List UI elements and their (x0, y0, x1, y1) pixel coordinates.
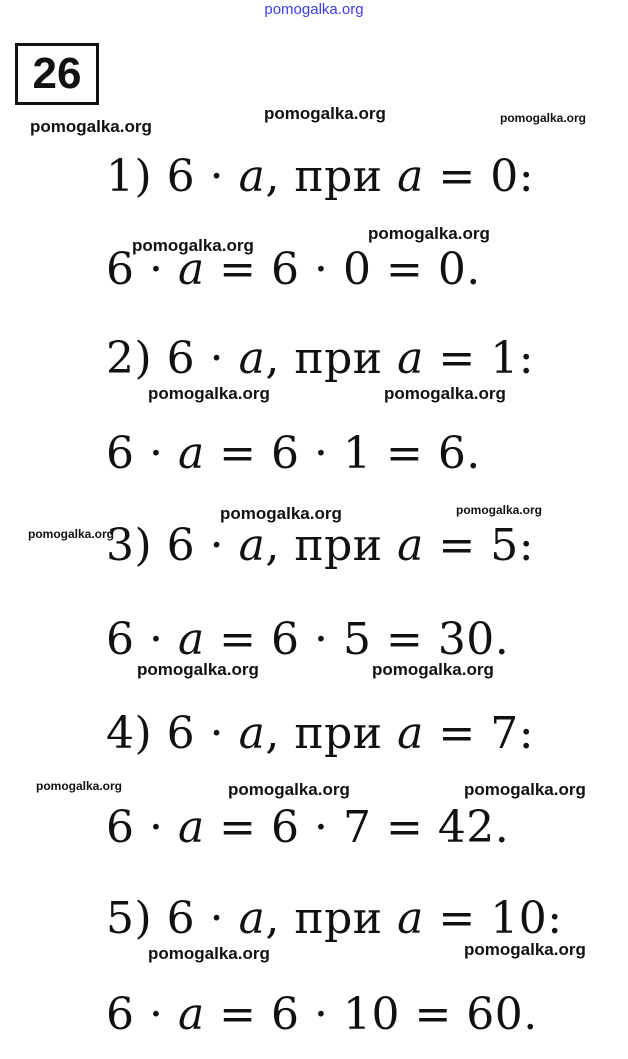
item-1-result: 6 · a = 6 · 0 = 0. (106, 244, 481, 295)
watermark: pomogalka.org (500, 111, 587, 125)
item-2-condition: 2) 6 · a, при a = 1: (106, 333, 535, 384)
task-number-box (15, 43, 99, 105)
watermark: pomogalka.org (264, 104, 386, 123)
watermark: pomogalka.org (30, 117, 152, 136)
item-3-condition: 3) 6 · a, при a = 5: (106, 520, 535, 571)
watermark: pomogalka.org (148, 384, 270, 403)
watermark-top: pomogalka.org (264, 1, 364, 18)
item-1-condition: 1) 6 · a, при a = 0: (106, 151, 535, 202)
watermark: pomogalka.org (220, 504, 342, 523)
watermark: pomogalka.org (384, 384, 506, 403)
item-4-condition: 4) 6 · a, при a = 7: (106, 708, 535, 759)
watermark: pomogalka.org (368, 224, 490, 243)
watermark: pomogalka.org (464, 940, 586, 959)
item-4-result: 6 · a = 6 · 7 = 42. (106, 802, 510, 853)
item-2-result: 6 · a = 6 · 1 = 6. (106, 428, 481, 479)
watermark: pomogalka.org (228, 780, 350, 799)
item-5-result: 6 · a = 6 · 10 = 60. (106, 989, 538, 1040)
item-5-condition: 5) 6 · a, при a = 10: (106, 893, 563, 944)
watermark: pomogalka.org (148, 944, 270, 963)
task-number: 26 (32, 49, 82, 98)
watermark: pomogalka.org (132, 236, 254, 255)
watermark: pomogalka.org (36, 779, 123, 793)
watermark: pomogalka.org (137, 660, 259, 679)
watermark: pomogalka.org (456, 503, 543, 517)
watermark: pomogalka.org (372, 660, 494, 679)
watermark: pomogalka.org (28, 527, 115, 541)
watermark: pomogalka.org (464, 780, 586, 799)
item-3-result: 6 · a = 6 · 5 = 30. (106, 614, 510, 665)
